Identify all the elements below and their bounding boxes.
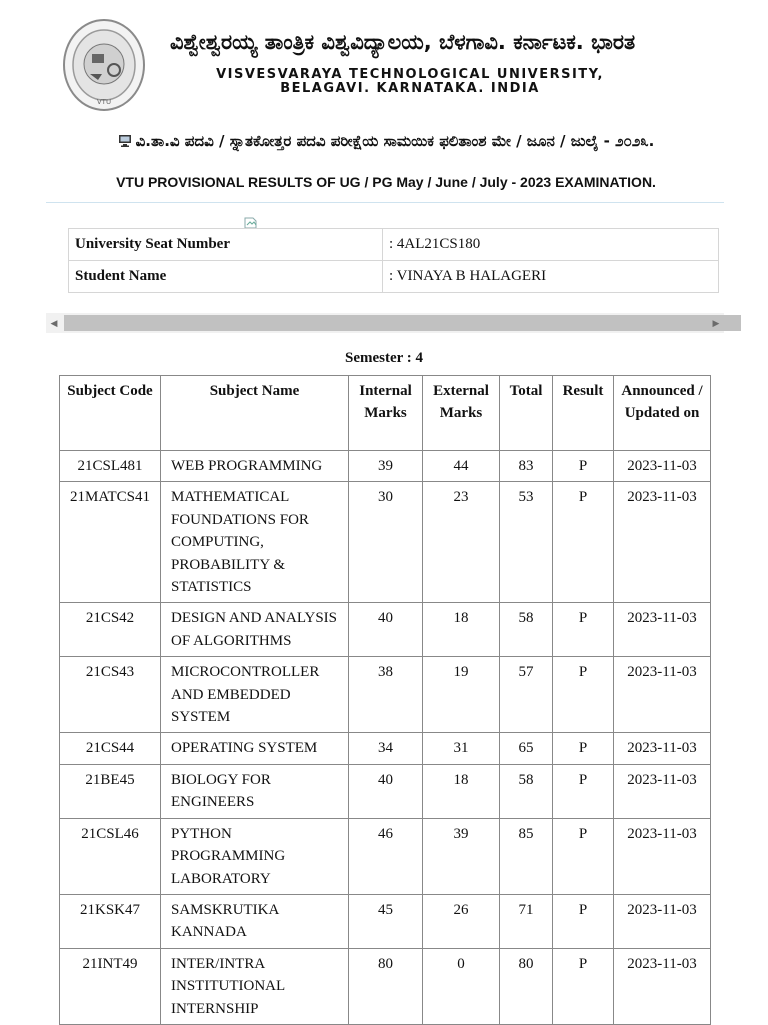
student-name-value: : VINAYA B HALAGERI [383,261,719,293]
header-announced-on: Announced / Updated on [614,376,711,451]
total-marks: 83 [500,451,553,482]
subject-code: 21BE45 [60,764,161,818]
internal-marks: 80 [349,948,423,1024]
horizontal-scrollbar[interactable] [46,313,724,333]
subject-code: 21INT49 [60,948,161,1024]
university-title-english [160,68,660,96]
table-row [60,948,711,1024]
page-header [0,0,768,120]
table-row [60,482,711,603]
external-marks: 26 [423,894,500,948]
table-row [60,733,711,764]
results-title-kannada [48,130,724,154]
university-title-kannada: ವಿಶ್ವೇಶ್ವರಯ್ಯ ತಾಂತ್ರಿಕ ವಿಶ್ವವಿದ್ಯಾಲಯ, ಬೆಳಗಾವಿ. ಕರ್ನಾಟಕ. ಭಾರತ [170,30,636,54]
internal-marks: 40 [349,603,423,657]
external-marks: 18 [423,764,500,818]
subject-name: BIOLOGY FOR ENGINEERS [161,764,349,818]
header-divider [46,202,724,203]
results-table [59,375,711,1025]
subject-code: 21CS44 [60,733,161,764]
svg-text:VTU: VTU [96,98,112,106]
results-title-english: VTU PROVISIONAL RESULTS OF UG / PG May / June / July - 2023 EXAMINATION. [116,174,656,190]
result: P [553,603,614,657]
result: P [553,818,614,894]
scroll-right-arrow-icon[interactable]: ▶ [712,318,720,328]
table-row [60,657,711,733]
header-external-marks: External Marks [423,376,500,451]
header-internal-marks: Internal Marks [349,376,423,451]
total-marks: 53 [500,482,553,603]
total-marks: 58 [500,764,553,818]
table-row [60,894,711,948]
subject-code: 21CS43 [60,657,161,733]
table-row [60,603,711,657]
internal-marks: 39 [349,451,423,482]
result: P [553,733,614,764]
subject-code: 21MATCS41 [60,482,161,603]
internal-marks: 45 [349,894,423,948]
subject-name: DESIGN AND ANALYSIS OF ALGORITHMS [161,603,349,657]
usn-row [69,229,719,261]
external-marks: 0 [423,948,500,1024]
total-marks: 71 [500,894,553,948]
announced-date: 2023-11-03 [614,764,711,818]
announced-date: 2023-11-03 [614,948,711,1024]
result: P [553,482,614,603]
announced-date: 2023-11-03 [614,603,711,657]
external-marks: 39 [423,818,500,894]
announced-date: 2023-11-03 [614,482,711,603]
subject-name: OPERATING SYSTEM [161,733,349,764]
announced-date: 2023-11-03 [614,894,711,948]
external-marks: 23 [423,482,500,603]
internal-marks: 38 [349,657,423,733]
internal-marks: 46 [349,818,423,894]
announced-date: 2023-11-03 [614,451,711,482]
monitor-icon [118,132,132,154]
semester-label: Semester : 4 [344,350,424,366]
subject-name: MATHEMATICAL FOUNDATIONS FOR COMPUTING, PROBABILITY & STATISTICS [161,482,349,603]
header-result: Result [553,376,614,451]
result: P [553,894,614,948]
announced-date: 2023-11-03 [614,733,711,764]
total-marks: 80 [500,948,553,1024]
subject-code: 21CSL46 [60,818,161,894]
subject-code: 21KSK47 [60,894,161,948]
announced-date: 2023-11-03 [614,818,711,894]
external-marks: 44 [423,451,500,482]
announced-date: 2023-11-03 [614,657,711,733]
header-subject-name: Subject Name [161,376,349,451]
vtu-logo-icon [62,18,146,112]
subject-name: SAMSKRUTIKA KANNADA [161,894,349,948]
results-title-kannada-text: ವಿ.ತಾ.ವಿ ಪದವಿ / ಸ್ನಾತಕೋತ್ತರ ಪದವಿ ಪರೀಕ್ಷೆಯ ಸಾಮಯಿಕ ಫಲಿತಾಂಶ ಮೇ / ಜೂನ / ಜುಲೈ - ೨೦೨೩. [135,132,655,150]
table-row [60,451,711,482]
broken-image-icon [244,216,258,228]
subject-name: MICROCONTROLLER AND EMBEDDED SYSTEM [161,657,349,733]
subject-code: 21CSL481 [60,451,161,482]
internal-marks: 34 [349,733,423,764]
total-marks: 57 [500,657,553,733]
external-marks: 19 [423,657,500,733]
table-row [60,818,711,894]
external-marks: 18 [423,603,500,657]
subject-code: 21CS42 [60,603,161,657]
student-info-table [68,228,719,293]
internal-marks: 30 [349,482,423,603]
scrollbar-thumb[interactable] [64,315,741,331]
total-marks: 58 [500,603,553,657]
result: P [553,764,614,818]
external-marks: 31 [423,733,500,764]
table-row [60,764,711,818]
subject-name: PYTHON PROGRAMMING LABORATORY [161,818,349,894]
subject-name: INTER/INTRA INSTITUTIONAL INTERNSHIP [161,948,349,1024]
usn-label: University Seat Number [69,229,383,261]
header-total: Total [500,376,553,451]
result: P [553,451,614,482]
university-title-line2: BELAGAVI. KARNATAKA. INDIA [280,81,540,96]
result: P [553,657,614,733]
internal-marks: 40 [349,764,423,818]
result: P [553,948,614,1024]
total-marks: 85 [500,818,553,894]
student-name-row [69,261,719,293]
total-marks: 65 [500,733,553,764]
scroll-left-arrow-icon[interactable]: ◀ [50,318,58,328]
table-header-row [60,376,711,451]
usn-value: : 4AL21CS180 [383,229,719,261]
subject-name: WEB PROGRAMMING [161,451,349,482]
header-subject-code: Subject Code [60,376,161,451]
student-name-label: Student Name [69,261,383,293]
university-title-line1: VISVESVARAYA TECHNOLOGICAL UNIVERSITY, [216,67,604,82]
